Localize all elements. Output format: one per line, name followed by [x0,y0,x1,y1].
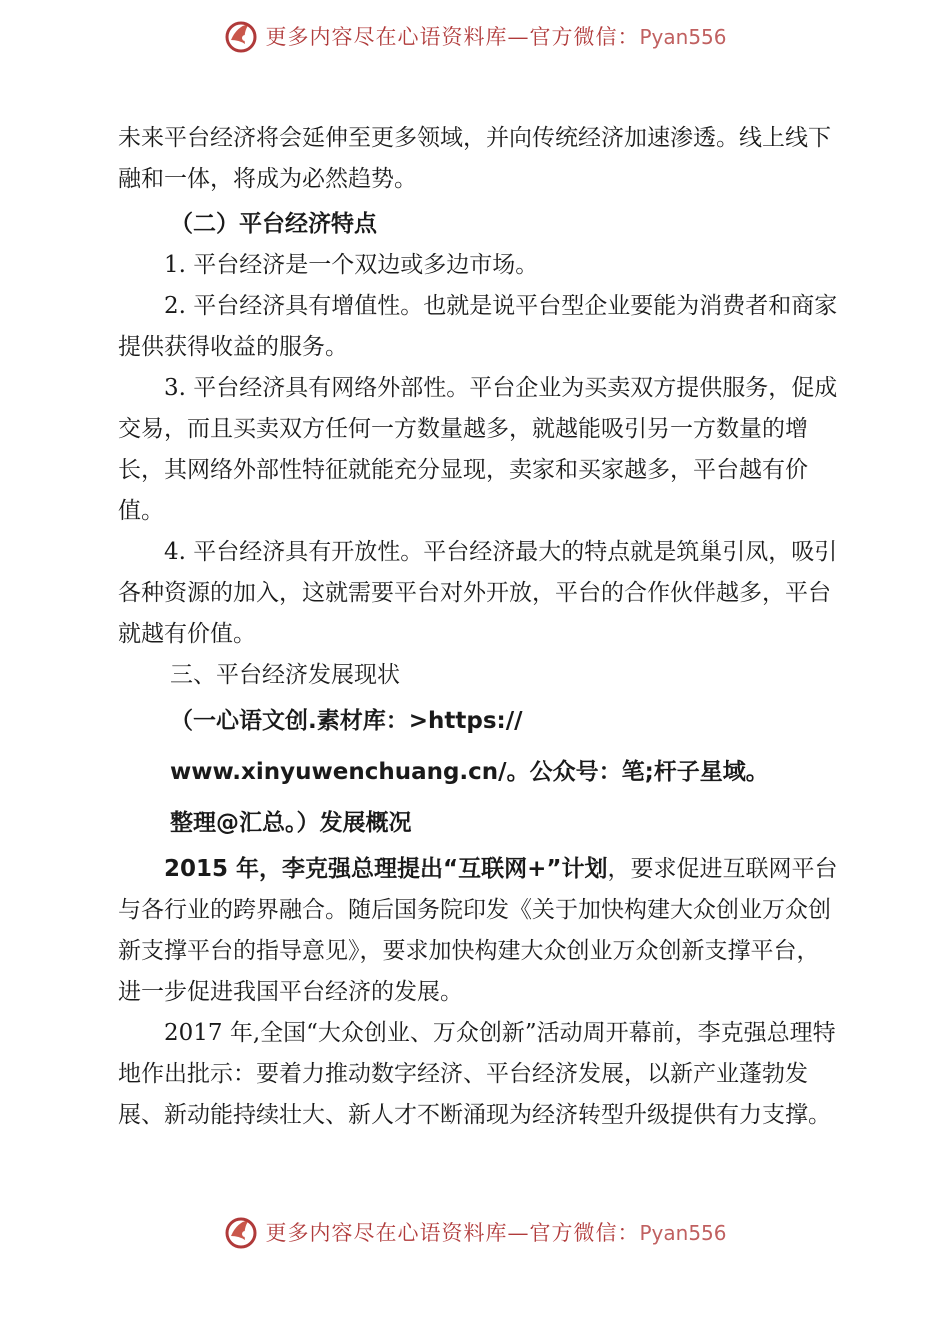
document-body [118,118,838,1136]
footer-banner [0,1210,950,1254]
footer-banner-official: 官方微信： [529,1221,640,1245]
paragraph-intro: 未来平台经济将会延伸至更多领域，并向传统经济加速渗透。线上线下融和一体，将成为必然趋势。 [118,125,831,192]
footer-wechat-id: Pyan556 [639,1221,727,1245]
header-banner-main: 更多内容尽在心语资料库— [265,25,530,49]
brand-logo-icon [223,1214,259,1250]
list-item-2: 2. 平台经济具有增值性。也就是说平台型企业要能为消费者和商家提供获得收益的服务。 [118,293,838,360]
source-note-line-2: www.xinyuwenchuang.cn/。公众号：笔;杆子星域。 [170,759,769,785]
brand-logo-icon [223,18,259,54]
paragraph-2015-lead: 2015 年，李克强总理提出“互联网+”计划 [164,856,608,882]
footer-banner-main: 更多内容尽在心语资料库— [265,1221,530,1245]
heading-platform-features: （二）平台经济特点 [170,211,377,237]
header-banner-official: 官方微信： [529,25,640,49]
list-item-4: 4. 平台经济具有开放性。平台经济最大的特点就是筑巢引凤，吸引各种资源的加入，这就需要平台对外开放，平台的合作伙伴越多，平台就越有价值。 [118,539,838,647]
header-banner-text [265,21,726,51]
paragraph-2015 [118,849,838,1013]
footer-banner-text [265,1217,726,1247]
list-item-1: 1. 平台经济是一个双边或多边市场。 [164,252,539,278]
paragraph-2015-rest: ，要求促进互联网平台与各行业的跨界融合。随后国务院印发《关于加快构建大众创业万众创新支撑平台的指导意见》，要求加快构建大众创业万众创新支撑平台，进一步促进我国平台经济的发展。 [118,856,838,1005]
paragraph-2017: 2017 年,全国“大众创业、万众创新”活动周开幕前，李克强总理特地作出批示：要着力推动数字经济、平台经济发展，以新产业蓬勃发展、新动能持续壮大、新人才不断涌现为经济转型升级提供有力支撑。 [118,1020,836,1128]
list-item-3: 3. 平台经济具有网络外部性。平台企业为买卖双方提供服务，促成交易，而且买卖双方任何一方数量越多，就越能吸引另一方数量的增长，其网络外部性特征就能充分显现，卖家和买家越多，平台越有价值。 [118,375,838,524]
source-note-line-3: 整理@汇总。）发展概况 [170,810,412,836]
source-note-line-1: （一心语文创.素材库：>https:// [170,708,523,734]
header-wechat-id: Pyan556 [639,25,727,49]
section-heading-3: 三、平台经济发展现状 [170,662,400,688]
header-banner [0,14,950,58]
